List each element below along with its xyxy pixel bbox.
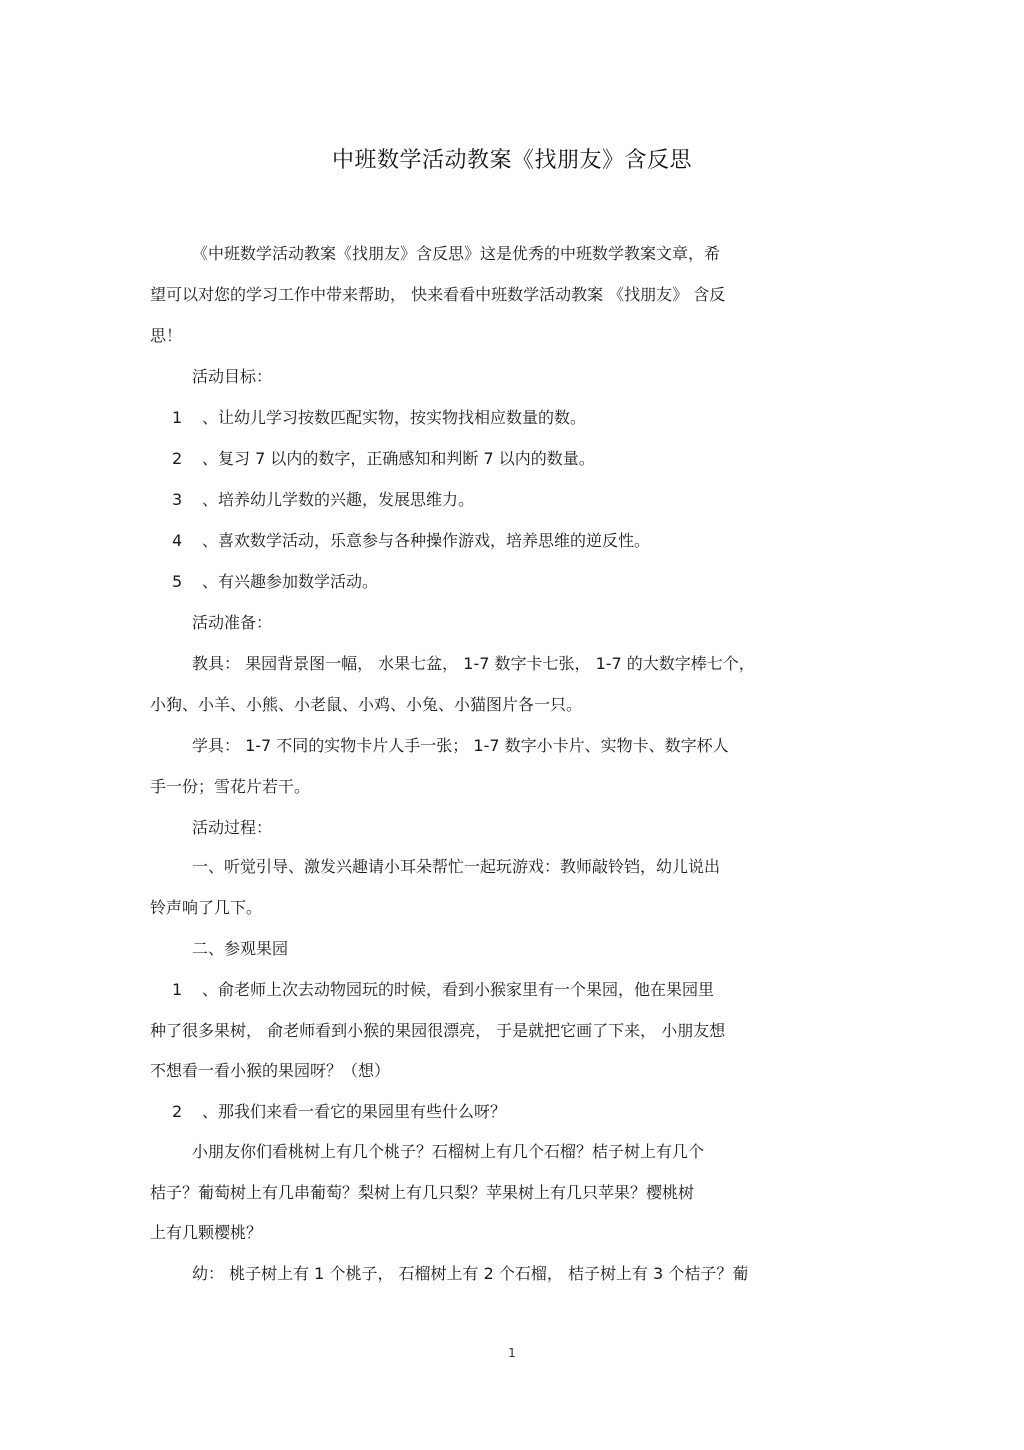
goal-number: 3 — [172, 490, 183, 509]
goal-item-2 — [172, 448, 595, 470]
step2-item-1-line-2: 种了很多果树， 俞老师看到小猴的果园很漂亮， 于是就把它画了下来， 小朋友想 — [150, 1021, 726, 1040]
question-line-1: 小朋友你们看桃树上有几个桃子？石榴树上有几个石榴？桔子树上有几个 — [192, 1142, 705, 1161]
intro-line-3: 思！ — [150, 326, 183, 345]
step2-heading: 二、参观果园 — [192, 939, 289, 958]
goal-text: 、有兴趣参加数学活动。 — [202, 572, 379, 591]
goals-heading: 活动目标： — [192, 367, 273, 386]
step1-line-1: 一、听觉引导、激发兴趣请小耳朵帮忙一起玩游戏：教师敲铃铛，幼儿说出 — [192, 857, 721, 876]
step-text: 、那我们来看一看它的果园里有些什么呀？ — [202, 1102, 507, 1121]
step2-item-1-line-1 — [172, 979, 714, 1001]
process-heading: 活动过程： — [192, 818, 273, 837]
step2-item-1-line-3: 不想看一看小猴的果园呀？（想） — [150, 1061, 391, 1080]
step1-line-2: 铃声响了几下。 — [150, 898, 263, 917]
goal-item-3 — [172, 489, 474, 511]
goal-text: 、培养幼儿学数的兴趣，发展思维力。 — [202, 490, 475, 509]
step-number: 2 — [172, 1102, 183, 1121]
teacher-tools-line-2: 小狗、小羊、小熊、小老鼠、小鸡、小兔、小猫图片各一只。 — [150, 695, 583, 714]
teacher-tools-line-1: 教具： 果园背景图一幅， 水果七盆， 1-7 数字卡七张， 1-7 的大数字棒七个， — [192, 654, 755, 673]
question-line-3: 上有几颗樱桃？ — [150, 1223, 263, 1242]
goal-number: 2 — [172, 449, 183, 468]
goal-number: 5 — [172, 572, 183, 591]
goal-number: 4 — [172, 531, 183, 550]
goal-text: 、喜欢数学活动，乐意参与各种操作游戏，培养思维的逆反性。 — [202, 531, 651, 550]
answer-line: 幼： 桃子树上有 1 个桃子， 石榴树上有 2 个石榴， 桔子树上有 3 个桔子？葡 — [192, 1264, 749, 1283]
question-line-2: 桔子？葡萄树上有几串葡萄？梨树上有几只梨？苹果树上有几只苹果？樱桃树 — [150, 1183, 695, 1202]
intro-line-1: 《中班数学活动教案《找朋友》含反思》这是优秀的中班数学教案文章，希 — [192, 244, 721, 263]
goal-item-1 — [172, 407, 586, 429]
page-number: 1 — [508, 1346, 516, 1360]
goal-number: 1 — [172, 408, 183, 427]
step-number: 1 — [172, 980, 183, 999]
prep-heading: 活动准备： — [192, 613, 273, 632]
intro-line-2: 望可以对您的学习工作中带来帮助， 快来看看中班数学活动教案 《找朋友》 含反 — [150, 285, 726, 304]
goal-item-5 — [172, 571, 378, 593]
document-title: 中班数学活动教案《找朋友》含反思 — [331, 148, 692, 173]
goal-text: 、复习 7 以内的数字，正确感知和判断 7 以内的数量。 — [202, 449, 595, 468]
step2-item-2 — [172, 1101, 506, 1123]
goal-text: 、让幼儿学习按数匹配实物，按实物找相应数量的数。 — [202, 408, 587, 427]
goal-item-4 — [172, 530, 650, 552]
step-text: 、俞老师上次去动物园玩的时候，看到小猴家里有一个果园，他在果园里 — [202, 980, 715, 999]
student-tools-line-2: 手一份；雪花片若干。 — [150, 777, 311, 796]
student-tools-line-1: 学具： 1-7 不同的实物卡片人手一张； 1-7 数字小卡片、实物卡、数字杯人 — [192, 736, 729, 755]
